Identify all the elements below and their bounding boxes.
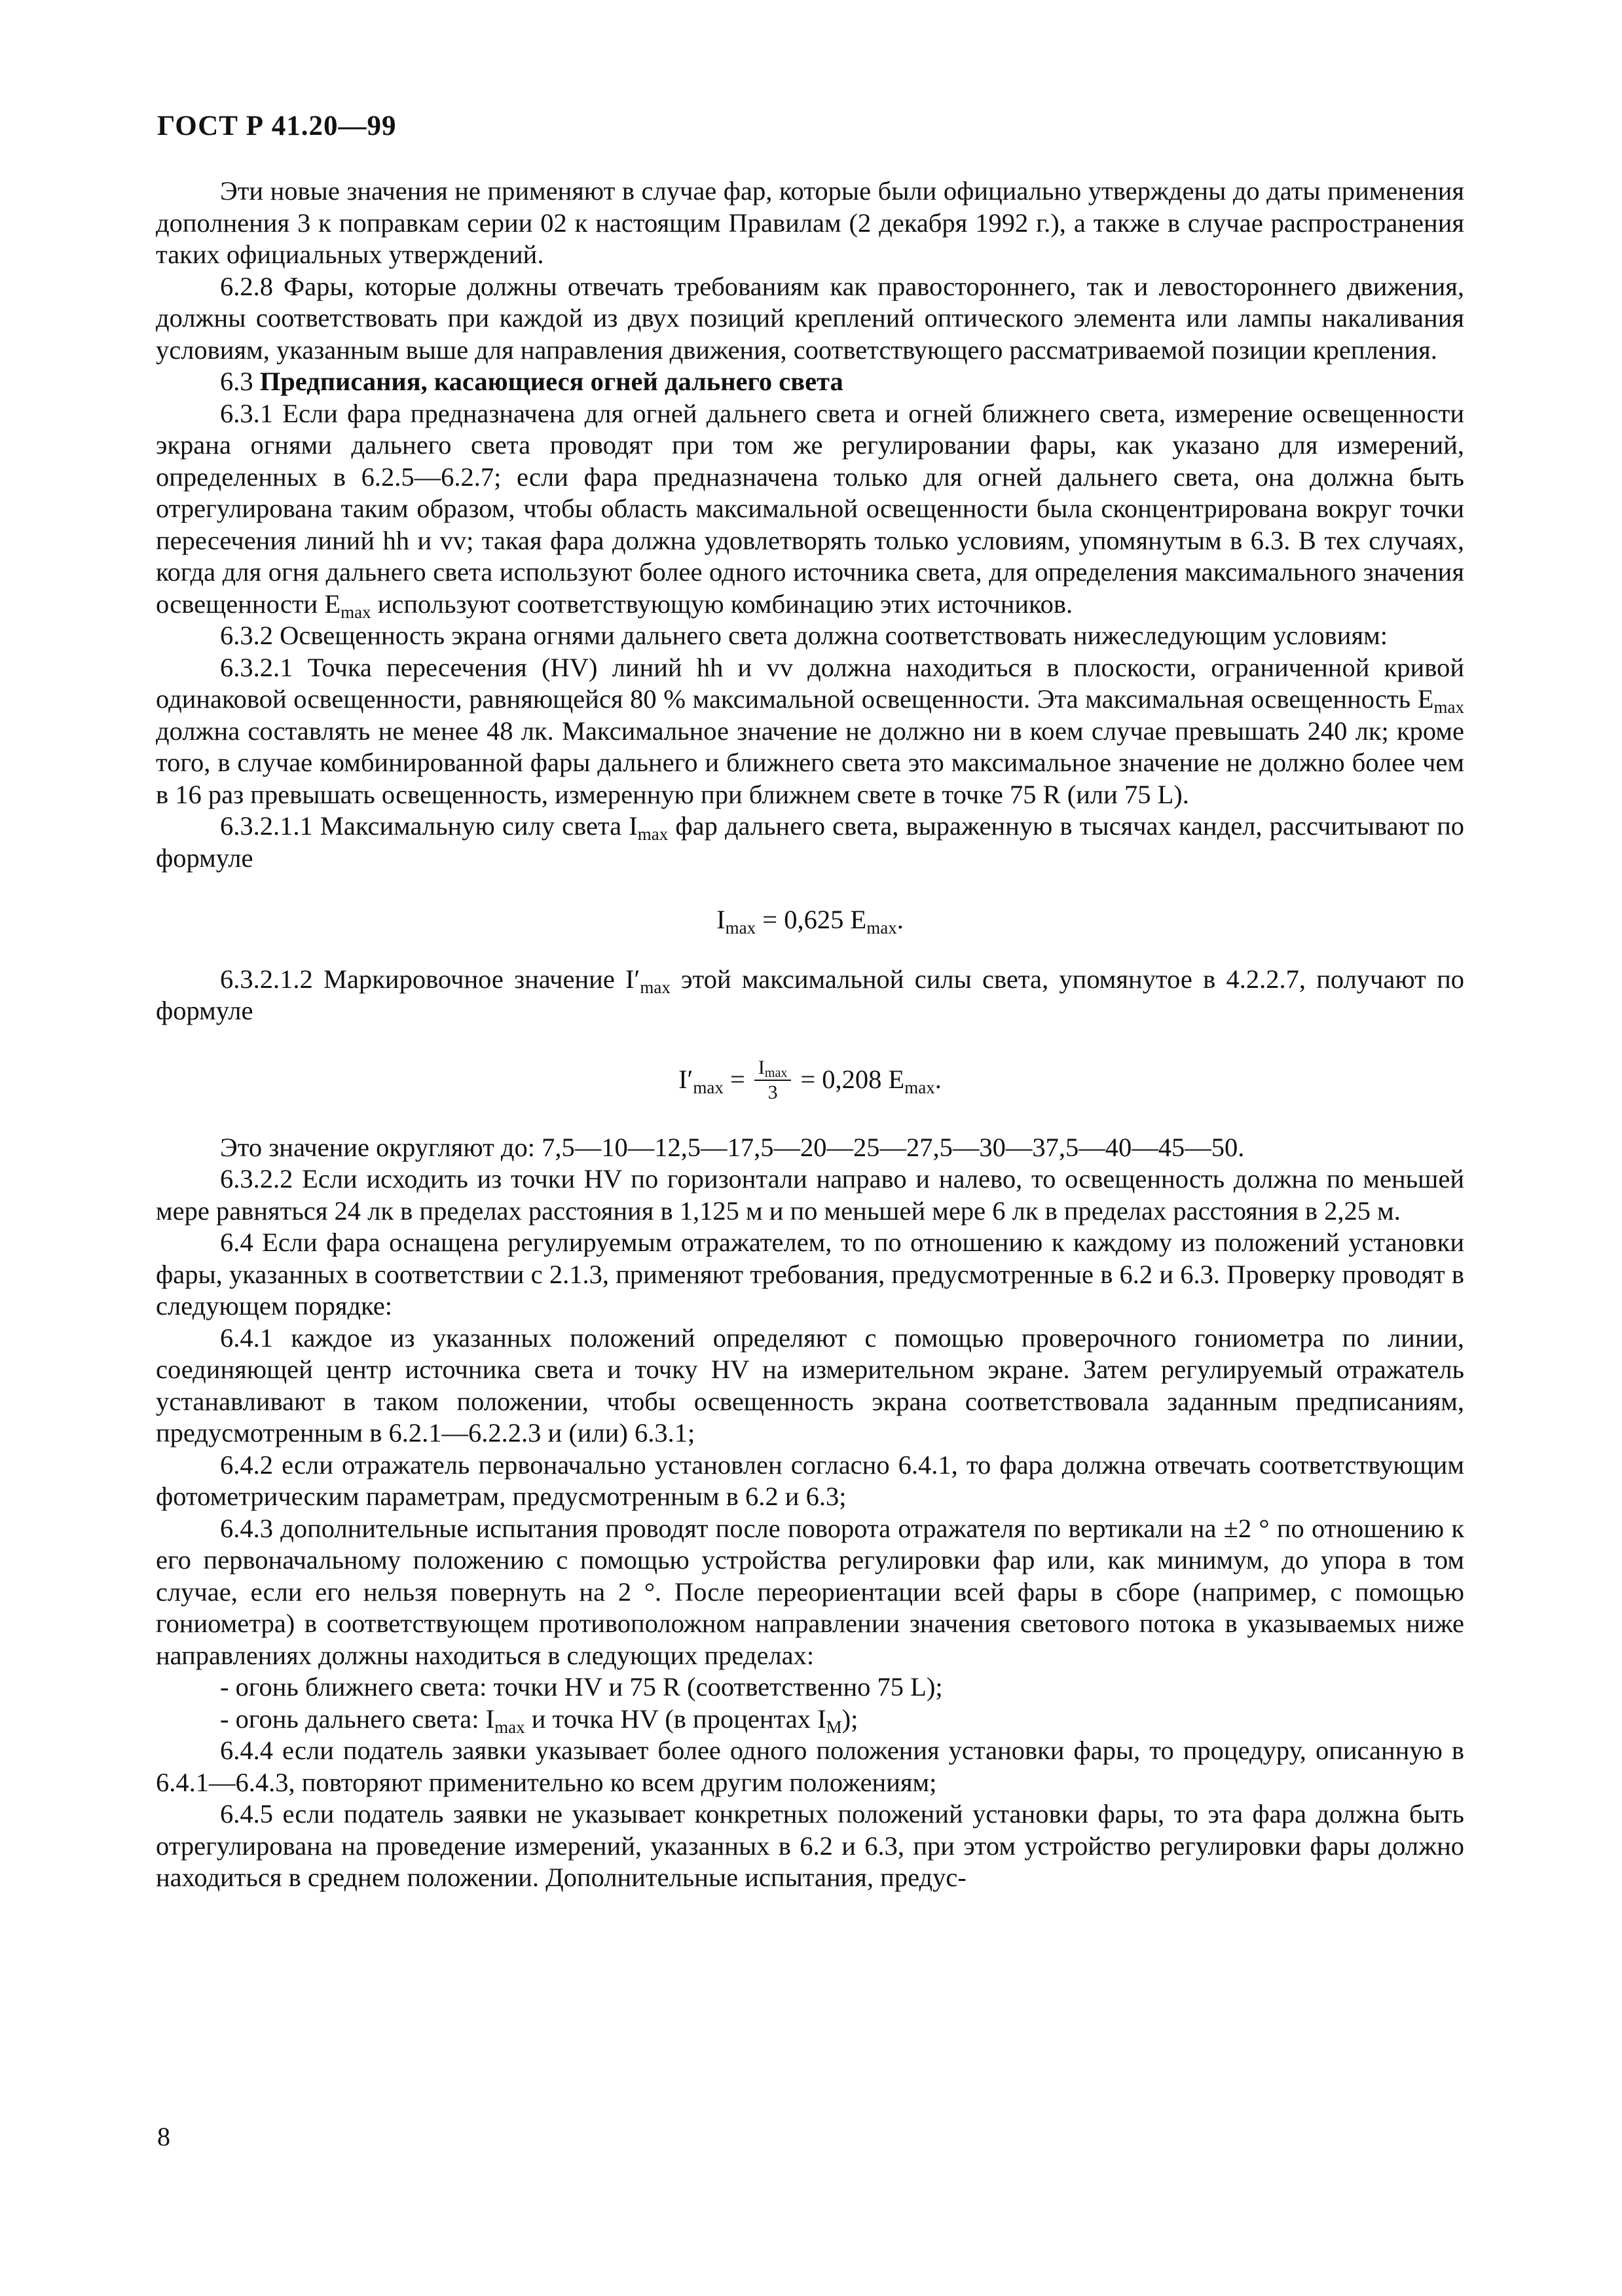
formula-term: I′	[678, 1065, 693, 1095]
subscript: max	[640, 977, 671, 997]
list-item: - огонь ближнего света: точки HV и 75 R (соответственно 75 L);	[220, 1672, 943, 1702]
subscript: max	[764, 1065, 788, 1080]
paragraph-6-4-4: 6.4.4 если податель заявки указывает более одного положения установки фары, то процедуру, описанную в 6.4.1—6.4.3, повторяют применительно ко всем другим положениям;	[156, 1736, 1464, 1797]
formula-imax-prime	[156, 1057, 1464, 1103]
text-part: фар дальнего света, выраженную в тысячах кандел, рассчитывают по формуле	[156, 811, 1465, 873]
subscript: max	[725, 918, 756, 938]
subscript: max	[637, 824, 669, 844]
section-heading-6-3	[156, 366, 1464, 398]
formula-term: = 0,625 E	[756, 905, 867, 934]
fraction-denominator: 3	[767, 1081, 778, 1103]
formula-term: = 0,208 E	[800, 1065, 905, 1095]
subscript: max	[341, 602, 371, 622]
paragraph-6-4-1: 6.4.1 каждое из указанных положений определяют с помощью проверочного гониометра по линии, соединяющей центр источника света и точку HV на измерительном экране. Затем регулируемый отражатель устанавливают в таком положении, чтобы освещенность экрана соответствовала заданным предписаниям, предусмотренным в 6.2.1—6.2.2.3 и (или) 6.3.1;	[156, 1322, 1464, 1448]
paragraph-6-3-2-1-1	[156, 811, 1464, 874]
formula-imax	[156, 904, 1464, 936]
text-part: 6.3.1 Если фара предназначена для огней дальнего света и огней ближнего света, измерение освещенности экрана огнями дальнего света проводят при том же регулировании фары, как указано для измерений, определенных в 6.2.5—6.2.7; если фара предназначена только для огней дальнего света, она должна быть отрегулирована таким образом, чтобы область максимальной освещенности была сконцентрирована вокруг точки пересечения линий hh и vv; такая фара должна удовлетворять только условиям, упомянутым в 6.3. В тех случаях, когда для огня дальнего света используют более одного источника света, для определения максимального значения освещенности E	[156, 398, 1464, 619]
section-number: 6.3	[220, 367, 260, 396]
subscript: max	[866, 918, 897, 938]
formula-rhs	[800, 1064, 942, 1096]
subscript: max	[904, 1078, 935, 1098]
formula-term: =	[723, 1065, 745, 1095]
text-part: и точка HV (в процентах I	[525, 1704, 826, 1734]
page-number: 8	[157, 2122, 170, 2151]
text-part: этой максимальной силы света, упомянутое в 4.2.2.7, получают по формуле	[156, 964, 1464, 1025]
paragraph: Эти новые значения не применяют в случае фар, которые были официально утверждены до даты применения дополнения 3 к поправкам серии 02 к настоящим Правилам (2 декабря 1992 г.), а также в случае распространения таких официальных утверждений.	[156, 176, 1464, 269]
formula-term: .	[896, 905, 904, 934]
formula-term: I	[716, 905, 726, 934]
subscript: max	[494, 1717, 525, 1737]
paragraph-6-2-8: 6.2.8 Фары, которые должны отвечать требованиям как правостороннего, так и левостороннего движения, должны соответствовать при каждой из двух позиций креплений оптического элемента или лампы накаливания условиям, указанным выше для направления движения, соответствующего рассматриваемой позиции крепления.	[156, 271, 1464, 365]
paragraph-6-3-2: 6.3.2 Освещенность экрана огнями дальнего света должна соответствовать нижеследующим условиям:	[220, 621, 1388, 650]
text-part: );	[841, 1704, 858, 1734]
body-text	[156, 175, 1464, 1894]
paragraph-6-3-1	[156, 398, 1464, 621]
text-part: 6.3.2.1 Точка пересечения (HV) линий hh и vv должна находиться в плоскости, ограниченной кривой одинаковой освещенности, равняющейся 80 % максимальной освещенности. Эта максимальная освещенность E	[156, 652, 1464, 714]
text-part: 6.3.2.1.1 Максимальную силу света I	[220, 811, 638, 841]
text-part: 6.3.2.1.2 Маркировочное значение I′	[220, 964, 640, 994]
formula-fraction	[754, 1057, 791, 1103]
section-title: Предписания, касающиеся огней дальнего света	[259, 367, 843, 396]
list-item	[156, 1704, 1464, 1736]
paragraph-6-3-2-2: 6.3.2.2 Если исходить из точки HV по горизонтали направо и налево, то освещенность должна по меньшей мере равняться 24 лк в пределах расстояния в 1,125 м и по меньшей мере 6 лк в пределах расстояния в 2,25 м.	[156, 1164, 1464, 1226]
text-part: - огонь дальнего света: I	[220, 1704, 495, 1734]
formula-lhs	[678, 1064, 745, 1096]
text-part: используют соответствующую комбинацию этих источников.	[371, 589, 1073, 619]
subscript: M	[826, 1717, 842, 1737]
paragraph-6-3-2-1	[156, 652, 1464, 811]
paragraph-6-4-5: 6.4.5 если податель заявки не указывает конкретных положений установки фары, то эта фара должна быть отрегулирована на проведение измерений, указанных в 6.2 и 6.3, при этом устройство регулировки фары должно находиться в среднем положении. Дополнительные испытания, предус-	[156, 1799, 1464, 1892]
paragraph-6-3-2-1-2	[156, 964, 1464, 1027]
paragraph-6-4-3: 6.4.3 дополнительные испытания проводят после поворота отражателя по вертикали на ±2 ° по отношению к его первоначальному положению с помощью устройства регулировки фар или, как минимум, до упора в том случае, если его нельзя повернуть на 2 °. После переориентации всей фары в сборе (например, с помощью гониометра) в соответствующем противоположном направлении значения светового потока в указываемых ниже направлениях должны находиться в следующих пределах:	[156, 1513, 1464, 1670]
subscript: max	[1433, 697, 1464, 717]
text-part: должна составлять не менее 48 лк. Максимальное значение не должно ни в коем случае превышать 240 лк; кроме того, в случае комбинированной фары дальнего и ближнего света это максимальное значение не должно более чем в 16 раз превышать освещенность, измеренную при ближнем свете в точке 75 R (или 75 L).	[156, 716, 1464, 809]
subscript: max	[693, 1078, 724, 1098]
fraction-numerator	[754, 1057, 791, 1081]
formula-term: I	[758, 1056, 765, 1078]
paragraph-rounding: Это значение округляют до: 7,5—10—12,5—17,5—20—25—27,5—30—37,5—40—45—50.	[220, 1132, 1245, 1162]
formula-term: .	[934, 1065, 942, 1095]
paragraph-6-4: 6.4 Если фара оснащена регулируемым отражателем, то по отношению к каждому из положений установки фары, указанных в соответствии с 2.1.3, применяют требования, предусмотренные в 6.2 и 6.3. Проверку проводят в следующем порядке:	[156, 1228, 1464, 1321]
paragraph-6-4-2: 6.4.2 если отражатель первоначально установлен согласно 6.4.1, то фара должна отвечать соответствующим фотометрическим параметрам, предусмотренным в 6.2 и 6.3;	[156, 1449, 1464, 1511]
document-header: ГОСТ Р 41.20—99	[157, 111, 397, 141]
